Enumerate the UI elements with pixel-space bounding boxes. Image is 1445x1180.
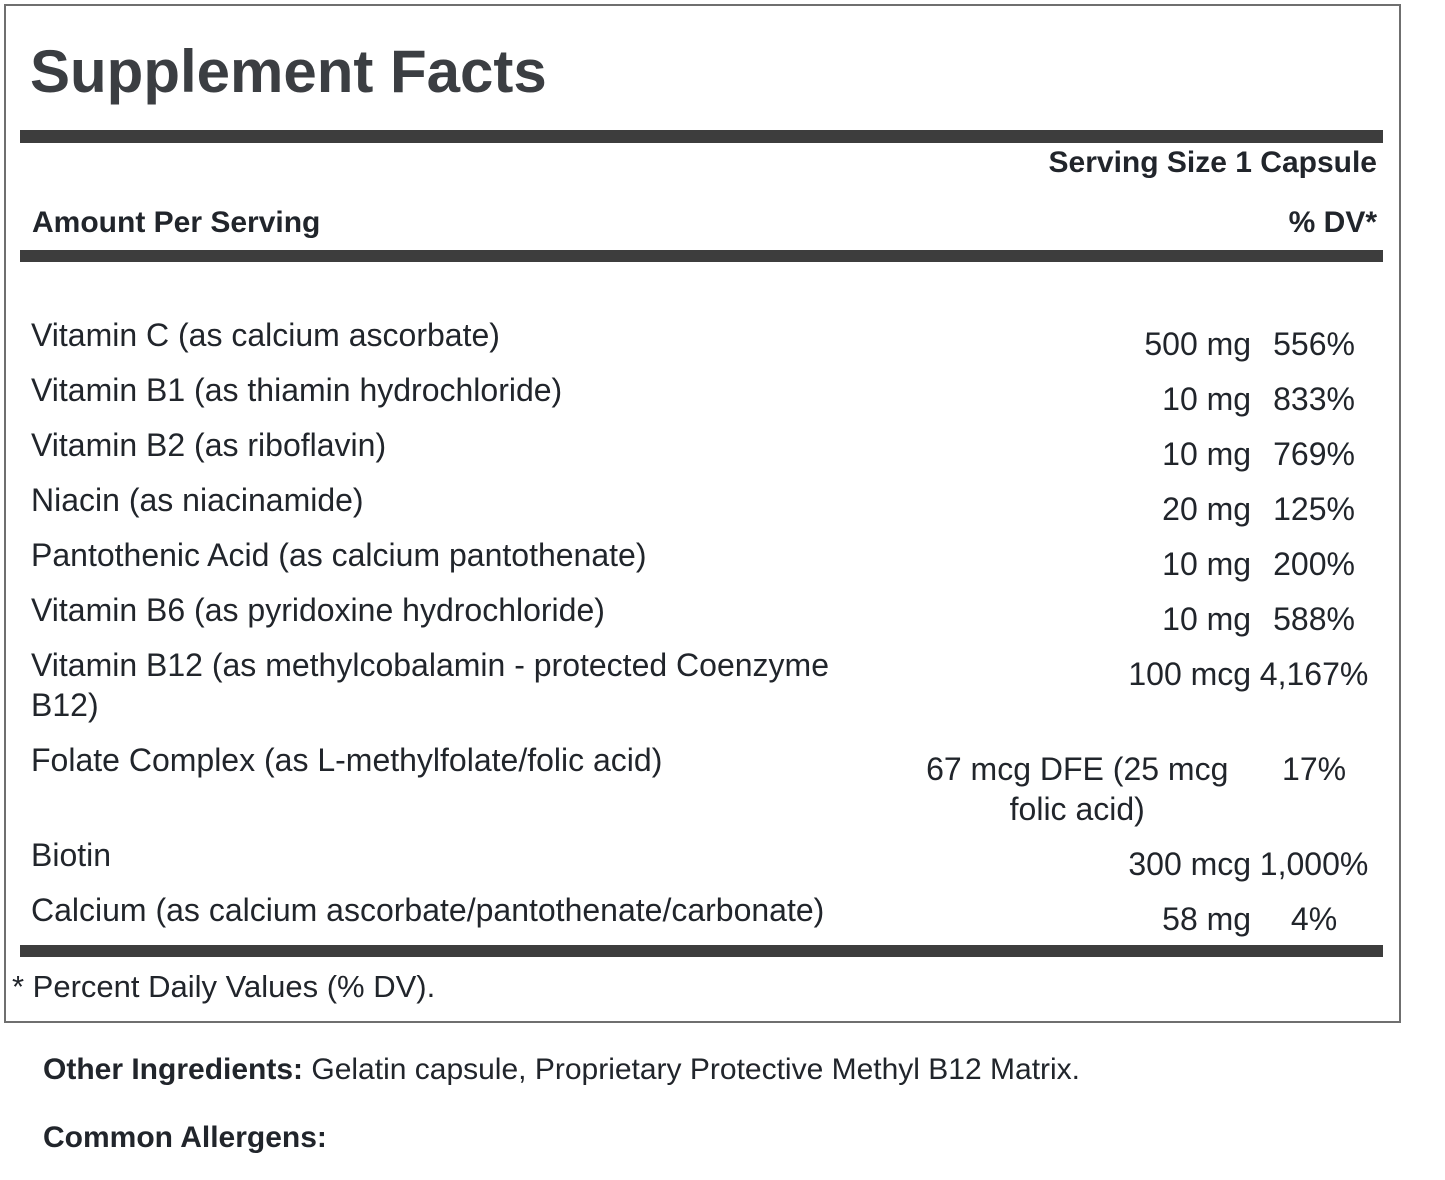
nutrient-amount: 300 mcg [1128, 846, 1252, 882]
nutrient-dv: 4,167% [1259, 656, 1369, 692]
supplement-facts-panel [4, 4, 1401, 1023]
footnote-divider-bar [20, 945, 1383, 957]
other-ingredients-label: Other Ingredients: [43, 1053, 304, 1086]
nutrient-name: Vitamin B2 (as riboflavin) [31, 427, 387, 463]
nutrient-name: Vitamin B1 (as thiamin hydrochloride) [31, 372, 563, 408]
nutrient-amount: 10 mg [1162, 546, 1252, 582]
nutrient-amount: 10 mg [1162, 381, 1252, 417]
common-allergens [43, 1120, 1403, 1156]
nutrient-dv: 200% [1273, 546, 1355, 582]
nutrient-amount: 58 mg [1162, 901, 1252, 937]
nutrient-amount: 10 mg [1162, 601, 1252, 637]
nutrient-dv: 833% [1273, 381, 1355, 417]
nutrient-name: Biotin [31, 837, 112, 873]
nutrient-amount: 100 mcg [1128, 656, 1252, 692]
nutrient-amount: 10 mg [1162, 436, 1252, 472]
common-allergens-label: Common Allergens: [43, 1121, 327, 1154]
table-row [26, 835, 1377, 882]
nutrient-dv: 1,000% [1259, 846, 1369, 882]
table-header-row [26, 206, 1377, 240]
nutrient-name: Vitamin C (as calcium ascorbate) [31, 317, 500, 353]
table-row [26, 590, 1377, 637]
table-row [26, 480, 1377, 527]
nutrient-dv: 588% [1273, 601, 1355, 637]
amount-per-serving-header: Amount Per Serving [32, 206, 321, 239]
nutrient-amount: 500 mg [1144, 326, 1252, 362]
nutrient-dv: 125% [1273, 491, 1355, 527]
nutrient-dv: 556% [1273, 326, 1355, 362]
nutrient-dv: 4% [1290, 901, 1338, 937]
table-row [26, 370, 1377, 417]
nutrient-dv: 769% [1273, 436, 1355, 472]
table-row [26, 890, 1377, 937]
table-row [26, 315, 1377, 362]
nutrient-table [26, 315, 1377, 937]
percent-dv-header: % DV* [1288, 206, 1377, 239]
nutrient-name: Vitamin B6 (as pyridoxine hydrochloride) [31, 592, 605, 628]
table-row [26, 535, 1377, 582]
other-ingredients-text: Gelatin capsule, Proprietary Protective Methyl B12 Matrix. [303, 1053, 1081, 1086]
header-divider-bar [20, 250, 1383, 262]
below-panel-text [43, 1052, 1403, 1156]
nutrient-amount: 20 mg [1162, 491, 1252, 527]
table-row [26, 740, 1377, 827]
nutrient-name: Vitamin B12 (as methylcobalamin - protected Coenzyme B12) [31, 647, 829, 723]
panel-title: Supplement Facts [30, 38, 547, 105]
serving-size: Serving Size 1 Capsule [1048, 146, 1377, 179]
table-row [26, 425, 1377, 472]
title-divider-bar [20, 130, 1383, 143]
nutrient-amount: 67 mcg DFE (25 mcg folic acid) [926, 751, 1229, 827]
table-row [26, 645, 1377, 725]
other-ingredients [43, 1052, 1403, 1088]
nutrient-name: Calcium (as calcium ascorbate/pantothenate/carbonate) [31, 892, 825, 928]
nutrient-dv: 17% [1282, 751, 1347, 787]
nutrient-name: Folate Complex (as L-methylfolate/folic acid) [31, 742, 663, 778]
footnote: * Percent Daily Values (% DV). [12, 969, 436, 1004]
nutrient-name: Niacin (as niacinamide) [31, 482, 364, 518]
nutrient-name: Pantothenic Acid (as calcium pantothenate) [31, 537, 647, 573]
